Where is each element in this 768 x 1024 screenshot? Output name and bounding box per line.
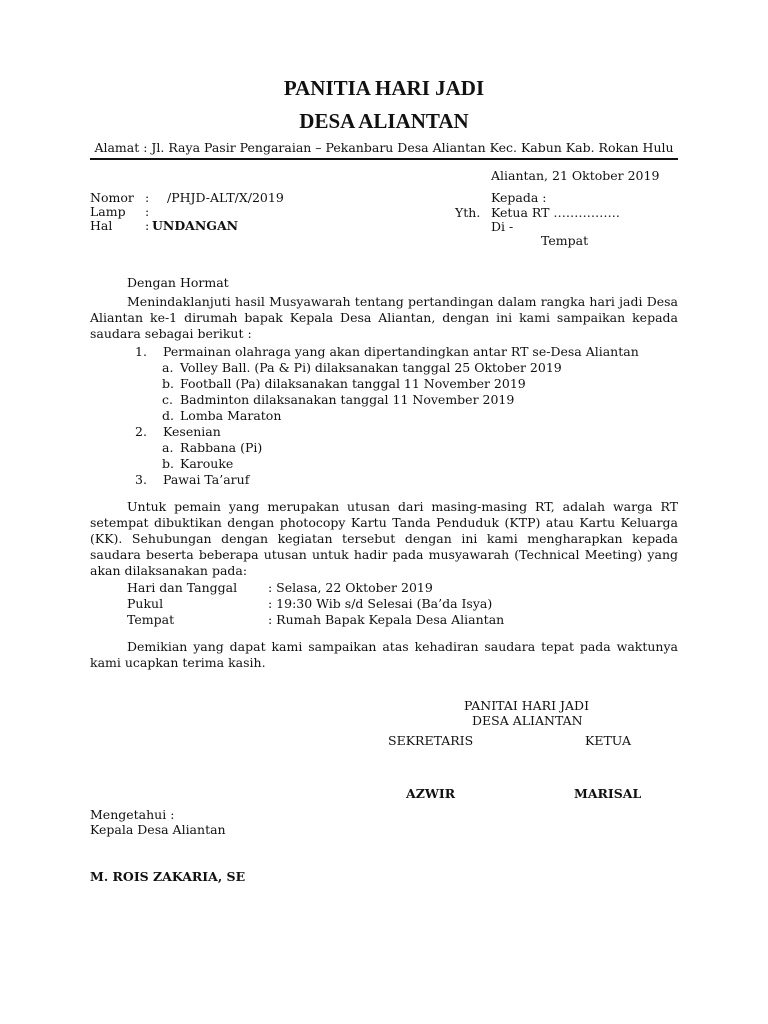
ketua-title: KETUA xyxy=(585,733,631,748)
sub-item: Volley Ball. (Pa & Pi) dilaksanakan tanggal 25 Oktober 2019 xyxy=(180,360,562,375)
sub-item-letter: d. xyxy=(162,408,174,423)
list-item: Pawai Ta’aruf xyxy=(163,472,250,487)
mengetahui-label: Mengetahui : xyxy=(90,807,175,822)
letterhead-subtitle: DESA ALIANTAN xyxy=(299,109,469,133)
sub-item-letter: c. xyxy=(162,392,173,407)
signature-org-line2: DESA ALIANTAN xyxy=(472,713,583,728)
letterhead-address: Alamat : Jl. Raya Pasir Pengaraian – Pekanbaru Desa Aliantan Kec. Kabun Kab. Rokan Hulu xyxy=(94,140,674,155)
sub-item-letter: b. xyxy=(162,456,174,471)
nomor-colon: : xyxy=(145,190,150,205)
item-number: 1. xyxy=(135,344,147,359)
closing-paragraph: Demikian yang dapat kami sampaikan atas kehadiran saudara tepat pada waktunya kami ucapkan terima kasih. xyxy=(90,639,678,670)
schedule-label: Pukul xyxy=(127,596,164,611)
details-paragraph: Untuk pemain yang merupakan utusan dari masing-masing RT, adalah warga RT setempat dibuktikan dengan photocopy Kartu Tanda Penduduk (KTP) atau Kartu Keluarga (KK). Sehubungan dengan kegiatan tersebut dengan ini kami mengharapkan kepada saudara beserta beberapa utusan untuk hadir pada musyawarah (Technical Meeting) yang akan dilaksanakan pada: xyxy=(90,499,678,578)
schedule-label: Tempat xyxy=(127,612,175,627)
recipient-yth: Yth. xyxy=(455,205,481,220)
intro-paragraph: Menindaklanjuti hasil Musyawarah tentang pertandingan dalam rangka hari jadi Desa Aliantan ke-1 dirumah bapak Kepala Desa Aliantan, dengan ini kami sampaikan kepada saudara sebagai berikut : xyxy=(90,294,678,341)
schedule-label: Hari dan Tanggal xyxy=(127,580,238,595)
hal-colon: : xyxy=(145,218,150,233)
recipient-di: Di - xyxy=(491,219,514,234)
sub-item-letter: b. xyxy=(162,376,174,391)
recipient-kepada: Kepada : xyxy=(491,190,547,205)
nomor-value: /PHJD-ALT/X/2019 xyxy=(167,190,284,205)
sub-item: Badminton dilaksanakan tanggal 11 November 2019 xyxy=(180,392,515,407)
item-number: 3. xyxy=(135,472,147,487)
kepala-desa-name: M. ROIS ZAKARIA, SE xyxy=(90,869,246,884)
letterhead-divider xyxy=(90,158,678,160)
lamp-colon: : xyxy=(145,204,150,219)
schedule-value: : 19:30 Wib s/d Selesai (Ba’da Isya) xyxy=(268,596,493,611)
letter-date: Aliantan, 21 Oktober 2019 xyxy=(491,168,660,183)
hal-label: Hal xyxy=(90,218,113,233)
sub-item: Lomba Maraton xyxy=(180,408,282,423)
signature-org-line1: PANITAI HARI JADI xyxy=(464,698,590,713)
sub-item-letter: a. xyxy=(162,360,174,375)
greeting: Dengan Hormat xyxy=(127,275,229,290)
lamp-label: Lamp xyxy=(90,204,126,219)
hal-value: UNDANGAN xyxy=(152,218,239,233)
ketua-name: MARISAL xyxy=(574,786,642,801)
sub-item-letter: a. xyxy=(162,440,174,455)
sub-item: Football (Pa) dilaksanakan tanggal 11 November 2019 xyxy=(180,376,526,391)
item-number: 2. xyxy=(135,424,147,439)
sub-item: Rabbana (Pi) xyxy=(180,440,263,455)
list-item: Permainan olahraga yang akan dipertandingkan antar RT se-Desa Aliantan xyxy=(163,344,639,359)
schedule-value: : Selasa, 22 Oktober 2019 xyxy=(268,580,433,595)
recipient-ketua: Ketua RT ……………. xyxy=(491,205,620,220)
letterhead-title: PANITIA HARI JADI xyxy=(283,76,485,100)
sekretaris-name: AZWIR xyxy=(406,786,456,801)
nomor-label: Nomor xyxy=(90,190,134,205)
list-item: Kesenian xyxy=(163,424,221,439)
recipient-tempat: Tempat xyxy=(541,233,589,248)
kepala-desa-title: Kepala Desa Aliantan xyxy=(90,822,226,837)
schedule-value: : Rumah Bapak Kepala Desa Aliantan xyxy=(268,612,505,627)
sub-item: Karouke xyxy=(180,456,234,471)
sekretaris-title: SEKRETARIS xyxy=(388,733,474,748)
